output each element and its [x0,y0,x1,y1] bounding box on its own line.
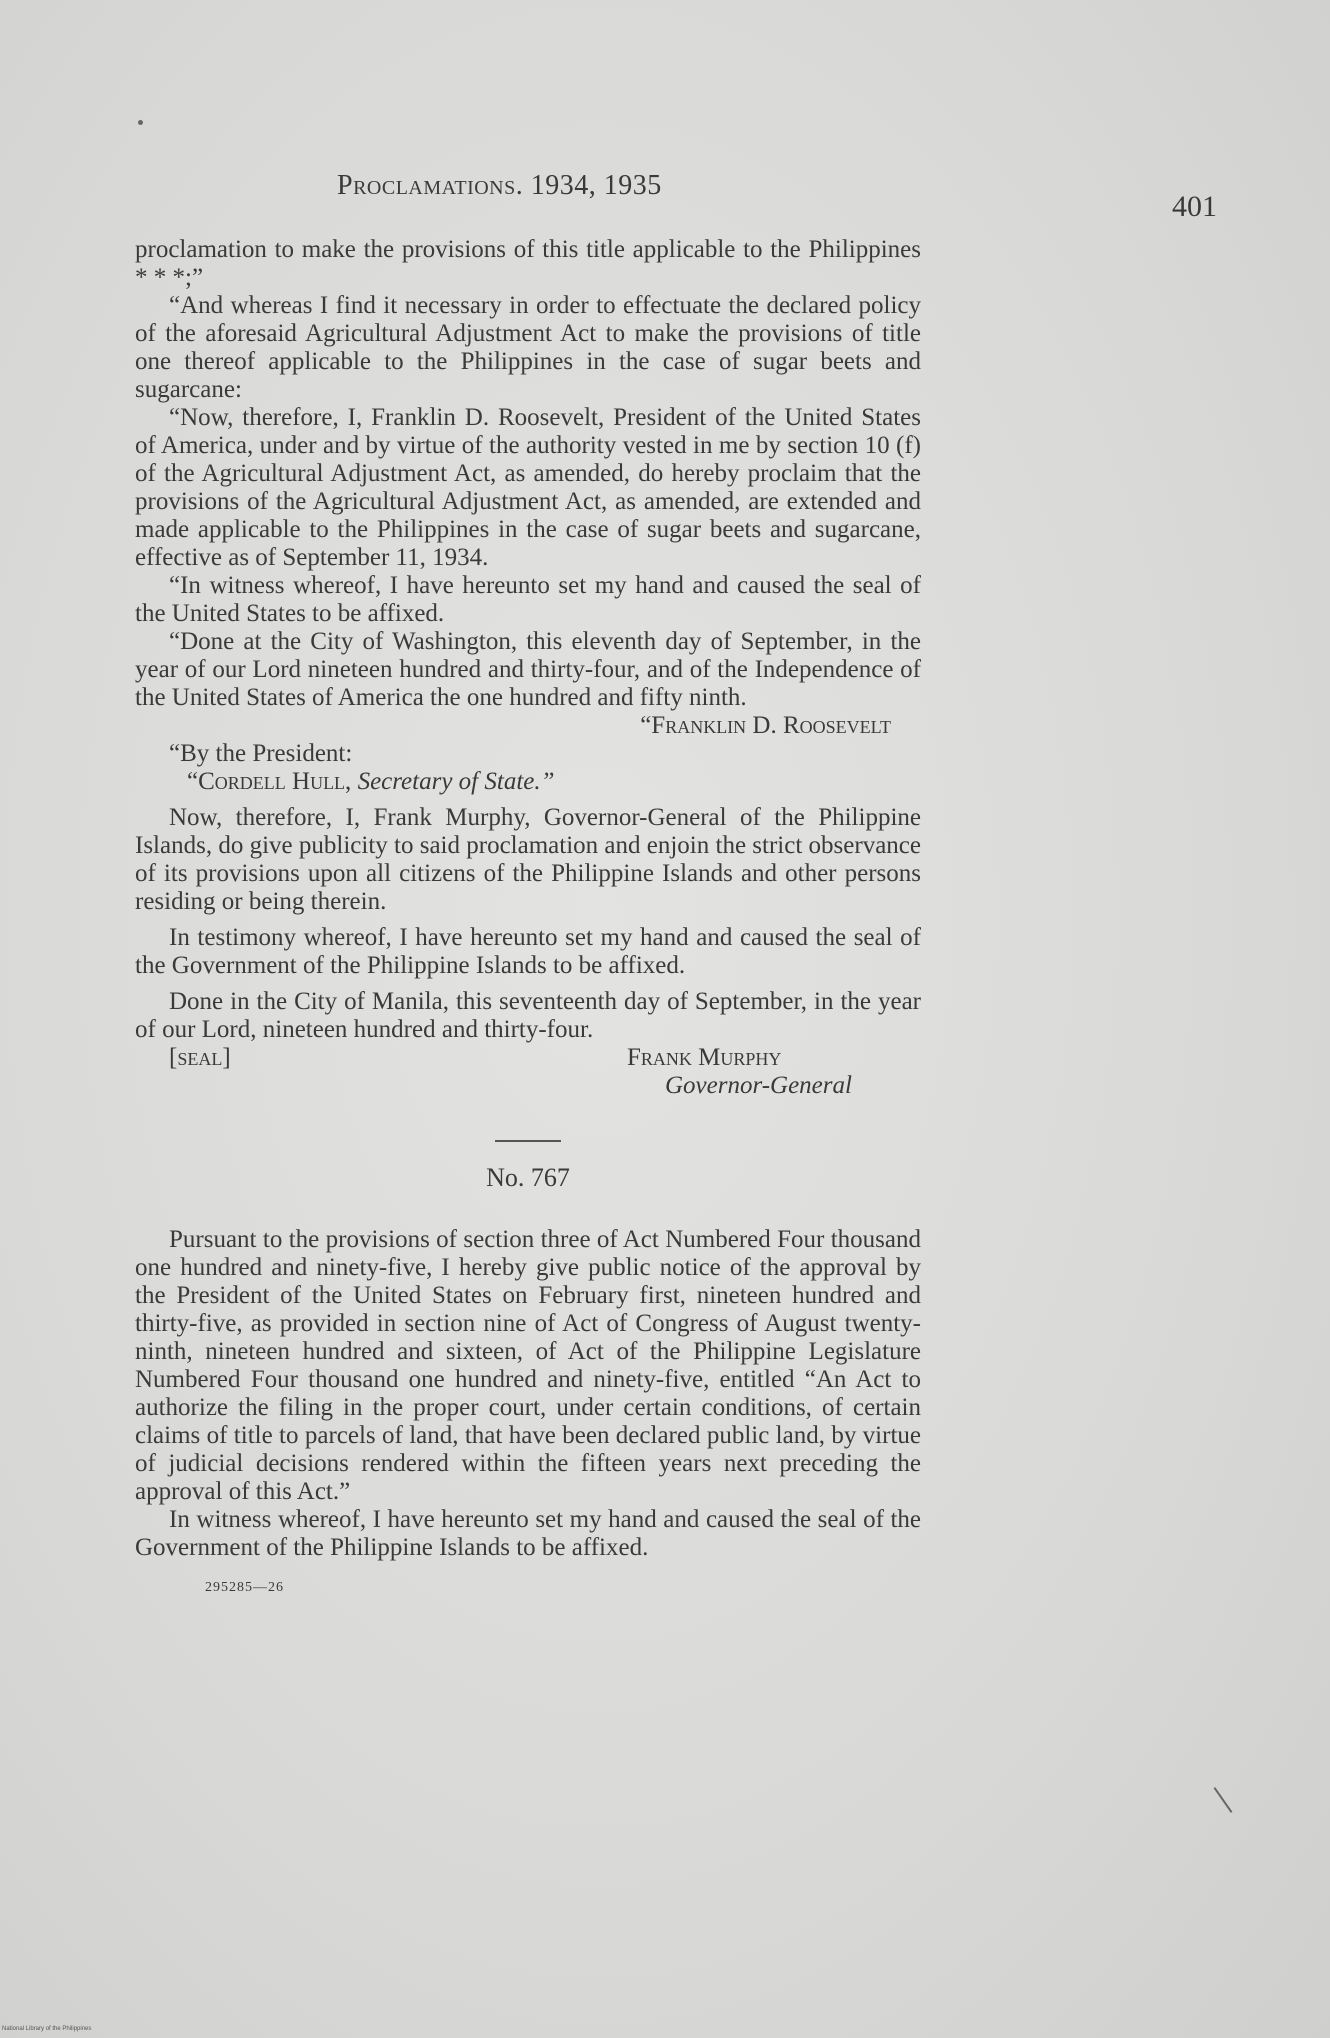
signatory-title: Governor-General [665,1072,852,1099]
signature-roosevelt: “Franklin D. Roosevelt [640,712,891,739]
paragraph-now-therefore-roosevelt: “Now, therefore, I, Franklin D. Roosevelt, President of the United States of America, under and by virtue of the authority vested in me by section 10 (f) of the Agricultural Adjustment Act, as amended, do hereby proclaim that the provisions of the Agricultural Adjustment Act, as amended, are extended and made applicable to the Philippines in the case of sugar beets and sugarcane, effective as of September 11, 1934. [135,404,921,571]
proclamation-number: No. 767 [486,1163,570,1192]
paragraph-witness-us: “In witness whereof, I have hereunto set my hand and caused the seal of the United States to be affixed. [135,572,921,627]
scan-credit: National Library of the Philippines [2,2026,92,2032]
paragraph-continuation: proclamation to make the provisions of this title applicable to the Philippines * * *;” [135,236,921,291]
by-the-president: “By the President: [169,740,353,767]
section-divider [495,1140,561,1142]
paragraph-pursuant: Pursuant to the provisions of section three of Act Numbered Four thousand one hundred and ninety-five, I hereby give public notice of the approval by the President of the United States on February first, nineteen hundred and thirty-five, as provided in section nine of Act of Congress of August twenty-ninth, nineteen hundred and sixteen, of Act of the Philippine Legislature Numbered Four thousand one hundred and ninety-five, entitled “An Act to authorize the filing in the proper court, under certain conditions, of certain claims of title to parcels of land, that have been declared public land, by virtue of judicial decisions rendered within the fifteen years next preceding the approval of this Act.” [135,1226,921,1505]
paragraph-done-manila: Done in the City of Manila, this seventeenth day of September, in the year of our Lord, nineteen hundred and thirty-four. [135,988,921,1043]
margin-mark [1214,1787,1233,1813]
hull-title: Secretary of State.” [357,768,555,795]
seal-mark: [seal] [169,1044,231,1071]
running-title: Proclamations. 1934, 1935 [337,170,662,201]
signatory-name: Frank Murphy [627,1044,782,1071]
page-number: 401 [1172,190,1217,223]
hull-name: “Cordell Hull, [187,768,352,795]
paragraph-witness-pi: In witness whereof, I have hereunto set my hand and caused the seal of the Government of the Philippine Islands to be affixed. [135,1506,921,1561]
signature-block [135,1044,921,1102]
paragraph-done-washington: “Done at the City of Washington, this eleventh day of September, in the year of our Lord nineteen hundred and thirty-four, and of the Independence of the United States of America the one hundred and fifty ninth. [135,628,921,711]
running-head [0,170,1330,223]
paragraph-now-therefore-murphy: Now, therefore, I, Frank Murphy, Governor-General of the Philippine Islands, do give publicity to said proclamation and enjoin the strict observance of its provisions upon all citizens of the Philippine Islands and other persons residing or being therein. [135,804,921,915]
printer-signature-mark: 295285—26 [205,1580,284,1595]
paragraph-testimony: In testimony whereof, I have hereunto set my hand and caused the seal of the Government of the Philippine Islands to be affixed. [135,924,921,979]
signature-hull [135,768,921,796]
ink-speck [138,120,143,125]
body-text [135,236,921,1602]
paragraph-whereas: “And whereas I find it necessary in order to effectuate the declared policy of the aforesaid Agricultural Adjustment Act to make the provisions of title one thereof applicable to the Philippines in the case of sugar beets and sugarcane: [135,292,921,403]
